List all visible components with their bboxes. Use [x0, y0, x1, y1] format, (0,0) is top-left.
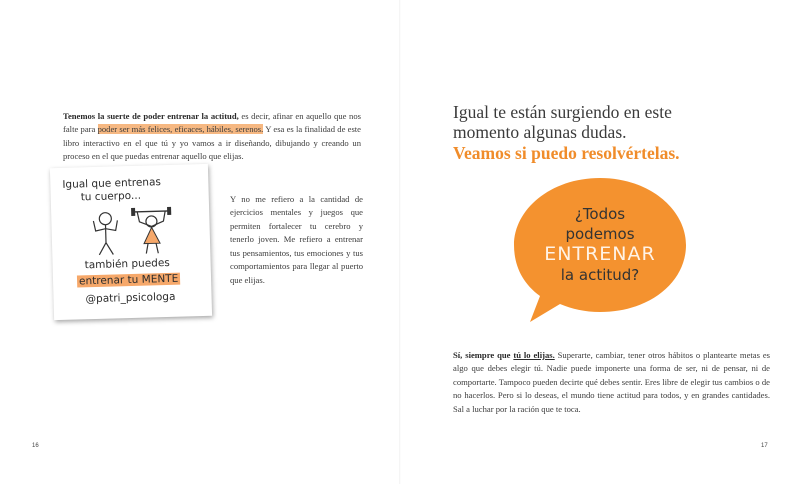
answer-bold-underlined: tú lo elijas. [513, 349, 555, 360]
bubble-line-3: ENTRENAR [544, 243, 656, 265]
bubble-line-2: podemos [565, 225, 635, 243]
note-line-1: Igual que entrenas [62, 176, 162, 191]
bubble-line-1: ¿Todos [574, 205, 626, 223]
page-number-left: 16 [32, 443, 39, 449]
page-number-right: 17 [761, 443, 768, 449]
title-line-3: Veamos si puedo resolvértelas. [453, 143, 680, 163]
answer-text: Superarte, cambiar, tener otros hábitos o plantearte metas es algo que debes elegir tú. Nadie puede imponerte una forma de ser, ni de pensar, ni de comportarte. Tampoco pueden decirte qué debes sentir. Eres libre de elegir tus cambios o de no hacerlos. Pero si lo deseas, el mundo tiene actitud para todos, y en grandes cantidades. Sal a luchar por la ración que te toca. [453, 349, 770, 414]
answer-paragraph [453, 349, 770, 417]
answer-bold-pre: Sí, siempre que [453, 349, 514, 360]
note-line-4 [77, 273, 181, 288]
bubble-line-4: la actitud? [560, 266, 640, 284]
title-line-2: momento algunas dudas. [453, 122, 627, 142]
note-line-2: tu cuerpo... [80, 189, 142, 204]
stick-figures-illustration [81, 205, 182, 260]
intro-paragraph [63, 110, 361, 164]
intro-text-2: Y esa es la finalidad de este libro interactivo en el que tú y yo vamos a ir diseñando, dibujando y creando un proceso en el que puedas entrenar aquello que elijas. [63, 124, 361, 162]
intro-highlight: poder ser más felices, eficaces, hábiles, serenos. [97, 124, 264, 135]
side-paragraph: Y no me refiero a la cantidad de ejercicios mentales y juegos que permiten fortalecer tu cerebro y tenerlo joven. Me refiero a entrenar tus pensamientos, tus emociones y tus comportamientos para llegar al puerto que elijas. [230, 193, 363, 285]
title-line-1: Igual te están surgiendo en este [453, 102, 672, 122]
right-page [400, 0, 800, 484]
answer-bold [453, 350, 555, 360]
intro-text-1: es decir, afinar en aquello que nos falte para [63, 110, 361, 135]
note-line-4-marker: entrenar tu MENTE [78, 272, 179, 288]
note-handle: @patri_psicologa [85, 290, 176, 306]
intro-bold: Tenemos la suerte de poder entrenar la actitud, [63, 110, 239, 121]
note-line-3: también puedes [84, 256, 170, 272]
handwritten-note-card [50, 164, 212, 320]
